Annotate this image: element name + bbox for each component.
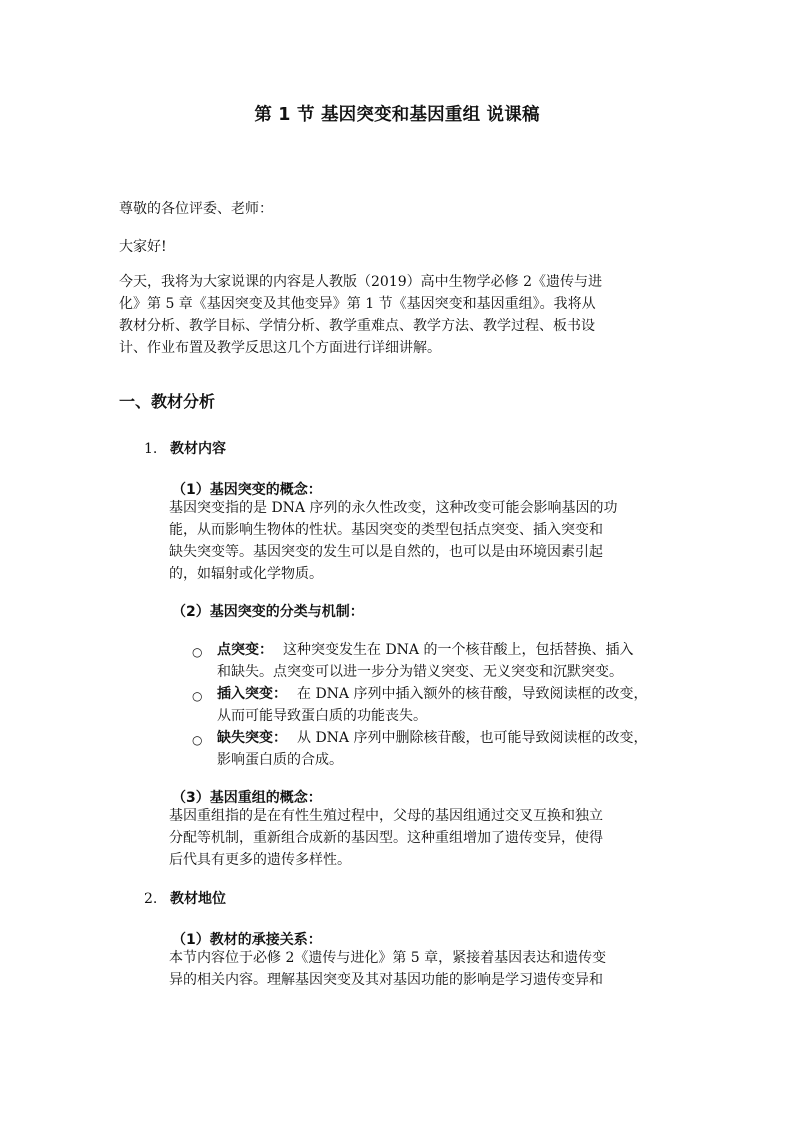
text-line: 基因重组指的是在有性生殖过程中，父母的基因组通过交叉互换和独立 [169, 808, 603, 824]
concept-paragraph [169, 805, 689, 871]
bullet-circle-icon: ○ [192, 645, 203, 659]
text-line: 计、作业布置及教学反思这几个方面进行详细讲解。 [119, 340, 441, 356]
text-line: 能，从而影响生物体的性状。基因突变的类型包括点突变、插入突变和 [169, 522, 603, 538]
list-item: 缺失突变： 从 DNA 序列中删除核苷酸，也可能导致阅读框的改变， 影响蛋白质的合成。 [217, 730, 648, 768]
list-item: 插入突变： 在 DNA 序列中插入额外的核苷酸，导致阅读框的改变， 从而可能导致蛋白质的功能丧失。 [217, 686, 648, 724]
subsection-title: 教材地位 [170, 891, 226, 907]
text-line: 化》第 5 章《基因突变及其他变异》第 1 节《基因突变和基因重组》。我将从 [119, 296, 596, 312]
bullet-term: 点突变： [217, 642, 273, 658]
text-line: 今天，我将为大家说课的内容是人教版（2019）高中生物学必修 2《遗传与进 [119, 274, 602, 290]
concept-heading: （2）基因突变的分类与机制： [172, 604, 364, 620]
concept-heading: （3）基因重组的概念： [172, 790, 322, 806]
concept-heading: （1）基因突变的概念： [172, 482, 322, 498]
hello: 大家好! [119, 239, 167, 255]
concept-paragraph [169, 497, 689, 585]
text-line: 的，如辐射或化学物质。 [169, 566, 323, 582]
bullet-term: 缺失突变： [217, 730, 287, 746]
bullet-circle-icon: ○ [192, 733, 203, 747]
text-line: 本节内容位于必修 2《遗传与进化》第 5 章，紧接着基因表达和遗传变 [169, 950, 607, 966]
subsection-number: 2. [144, 891, 158, 907]
text-line: 基因突变指的是 DNA 序列的永久性改变，这种改变可能会影响基因的功 [169, 500, 618, 516]
concept-paragraph [169, 947, 689, 991]
subsection-heading [144, 438, 226, 458]
text-line: 缺失突变等。基因突变的发生可以是自然的，也可以是由环境因素引起 [169, 544, 603, 560]
greeting: 尊敬的各位评委、老师： [119, 201, 273, 217]
subsection-heading [144, 888, 226, 908]
text-line: 教材分析、教学目标、学情分析、教学重难点、教学方法、教学过程、板书设 [119, 318, 595, 334]
text-line: 异的相关内容。理解基因突变及其对基因功能的影响是学习遗传变异和 [169, 972, 603, 988]
section-heading: 一、教材分析 [119, 392, 216, 411]
bullet-circle-icon: ○ [192, 689, 203, 703]
subsection-number: 1. [144, 441, 158, 457]
page-title: 第 1 节 基因突变和基因重组 说课稿 [254, 105, 540, 125]
text-line: 后代具有更多的遗传多样性。 [169, 852, 351, 868]
bullet-term: 插入突变： [217, 686, 287, 702]
concept-heading: （1）教材的承接关系： [172, 932, 322, 948]
list-item: 点突变： 这种突变发生在 DNA 的一个核苷酸上，包括替换、插入 和缺失。点突变可以进一步分为错义突变、无义突变和沉默突变。 [217, 642, 634, 680]
intro-paragraph [119, 271, 679, 359]
text-line: 分配等机制，重新组合成新的基因型。这种重组增加了遗传变异，使得 [169, 830, 603, 846]
subsection-title: 教材内容 [170, 441, 226, 457]
